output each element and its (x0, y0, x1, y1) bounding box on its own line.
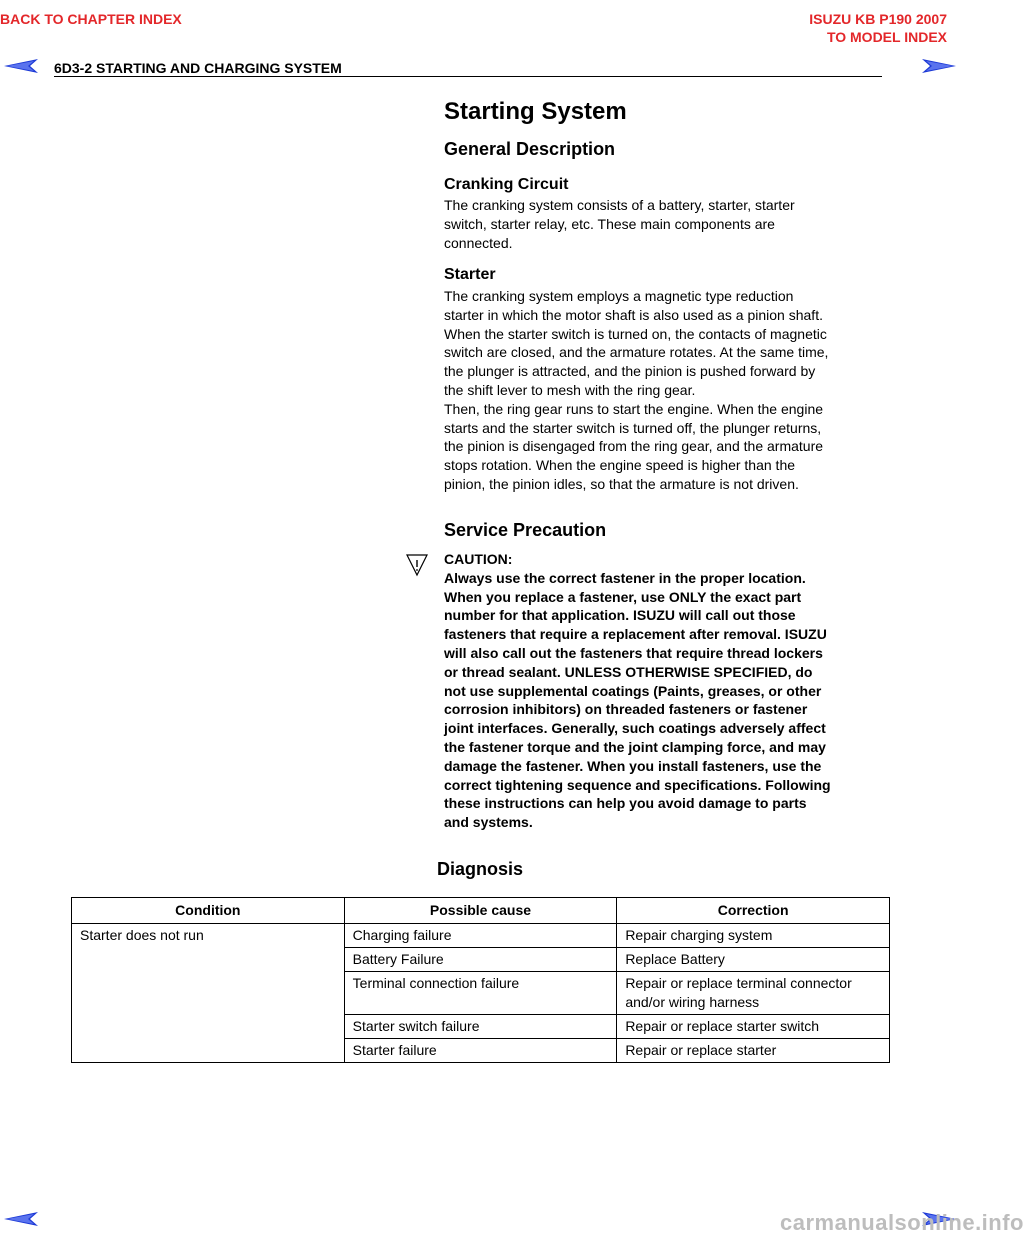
cranking-circuit-heading: Cranking Circuit (444, 176, 569, 193)
column-header-possible-cause: Possible cause (344, 898, 617, 924)
starter-paragraph: The cranking system employs a magnetic type reduction starter in which the motor shaft is also used as a pinion shaft. When the starter switch is turned on, the contacts of magnetic switch are closed, and the armature rotates. At the same time, the plunger is attracted, and the pinion is pushed forward by the shift lever to mesh with the ring gear. Then, the ring gear runs to start the engine. When the engine starts and the starter switch is turned off, the plunger returns, the pinion is disengaged from the ring gear, and the armature stops rotation. When the engine speed is higher than the pinion, the pinion idles, so that the armature is not driven. (444, 288, 829, 492)
column-header-correction: Correction (617, 898, 890, 924)
service-precaution-heading: Service Precaution (444, 520, 607, 540)
correction-cell: Repair or replace starter switch (617, 1015, 890, 1039)
table-row (72, 924, 890, 948)
correction-cell: Repair or replace starter (617, 1039, 890, 1063)
diagnosis-heading: Diagnosis (436, 859, 524, 879)
watermark: carmanualsonline.info (780, 1210, 1024, 1235)
cause-cell: Starter failure (344, 1039, 617, 1063)
caution-label: CAUTION: (444, 551, 513, 567)
general-description-heading: General Description (444, 139, 616, 159)
cause-cell: Starter switch failure (344, 1015, 617, 1039)
correction-cell: Replace Battery (617, 948, 890, 972)
cause-cell: Terminal connection failure (344, 972, 617, 1015)
back-to-chapter-index-link[interactable]: BACK TO CHAPTER INDEX (0, 11, 182, 27)
caution-warning-icon (405, 553, 429, 582)
to-model-index-link[interactable]: TO MODEL INDEX (826, 29, 947, 45)
starter-heading: Starter (444, 266, 496, 283)
column-header-condition: Condition (72, 898, 345, 924)
cranking-circuit-paragraph: The cranking system consists of a battery, starter, starter switch, starter relay, etc. These main components are connected. (444, 197, 795, 251)
cause-cell: Charging failure (344, 924, 617, 948)
condition-cell: Starter does not run (72, 924, 345, 1063)
previous-page-arrow-icon[interactable] (4, 59, 38, 73)
header-divider (54, 76, 882, 77)
correction-cell: Repair charging system (617, 924, 890, 948)
section-header: 6D3-2 STARTING AND CHARGING SYSTEM (54, 60, 342, 76)
next-page-arrow-icon[interactable] (922, 59, 956, 73)
page-title: Starting System (444, 98, 627, 125)
caution-block: CAUTION: Always use the correct fastener in the proper location. When you replace a fastener, use ONLY the exact part number for that application. ISUZU will call out those fasteners that require a replacement after removal. ISUZU will also call out the fasteners that require thread lockers or thread sealant. UNLESS OTHERWISE SPECIFIED, do not use supplemental coatings (Paints, greases, or other corrosion inhibitors) on threaded fasteners or fastener joint interfaces. Generally, such coatings adversely affect the fastener torque and the joint clamping force, and may damage the fastener. When you install fasteners, use the correct tightening sequence and specifications. Following these instructions can help you avoid damage to parts and systems. (444, 550, 884, 832)
previous-page-bottom-arrow-icon[interactable] (4, 1212, 38, 1226)
cause-cell: Battery Failure (344, 948, 617, 972)
table-header-row (72, 898, 890, 924)
model-title-link[interactable]: ISUZU KB P190 2007 (809, 11, 947, 27)
correction-cell: Repair or replace terminal connector and/or wiring harness (617, 972, 890, 1015)
diagnosis-table (71, 897, 890, 1063)
